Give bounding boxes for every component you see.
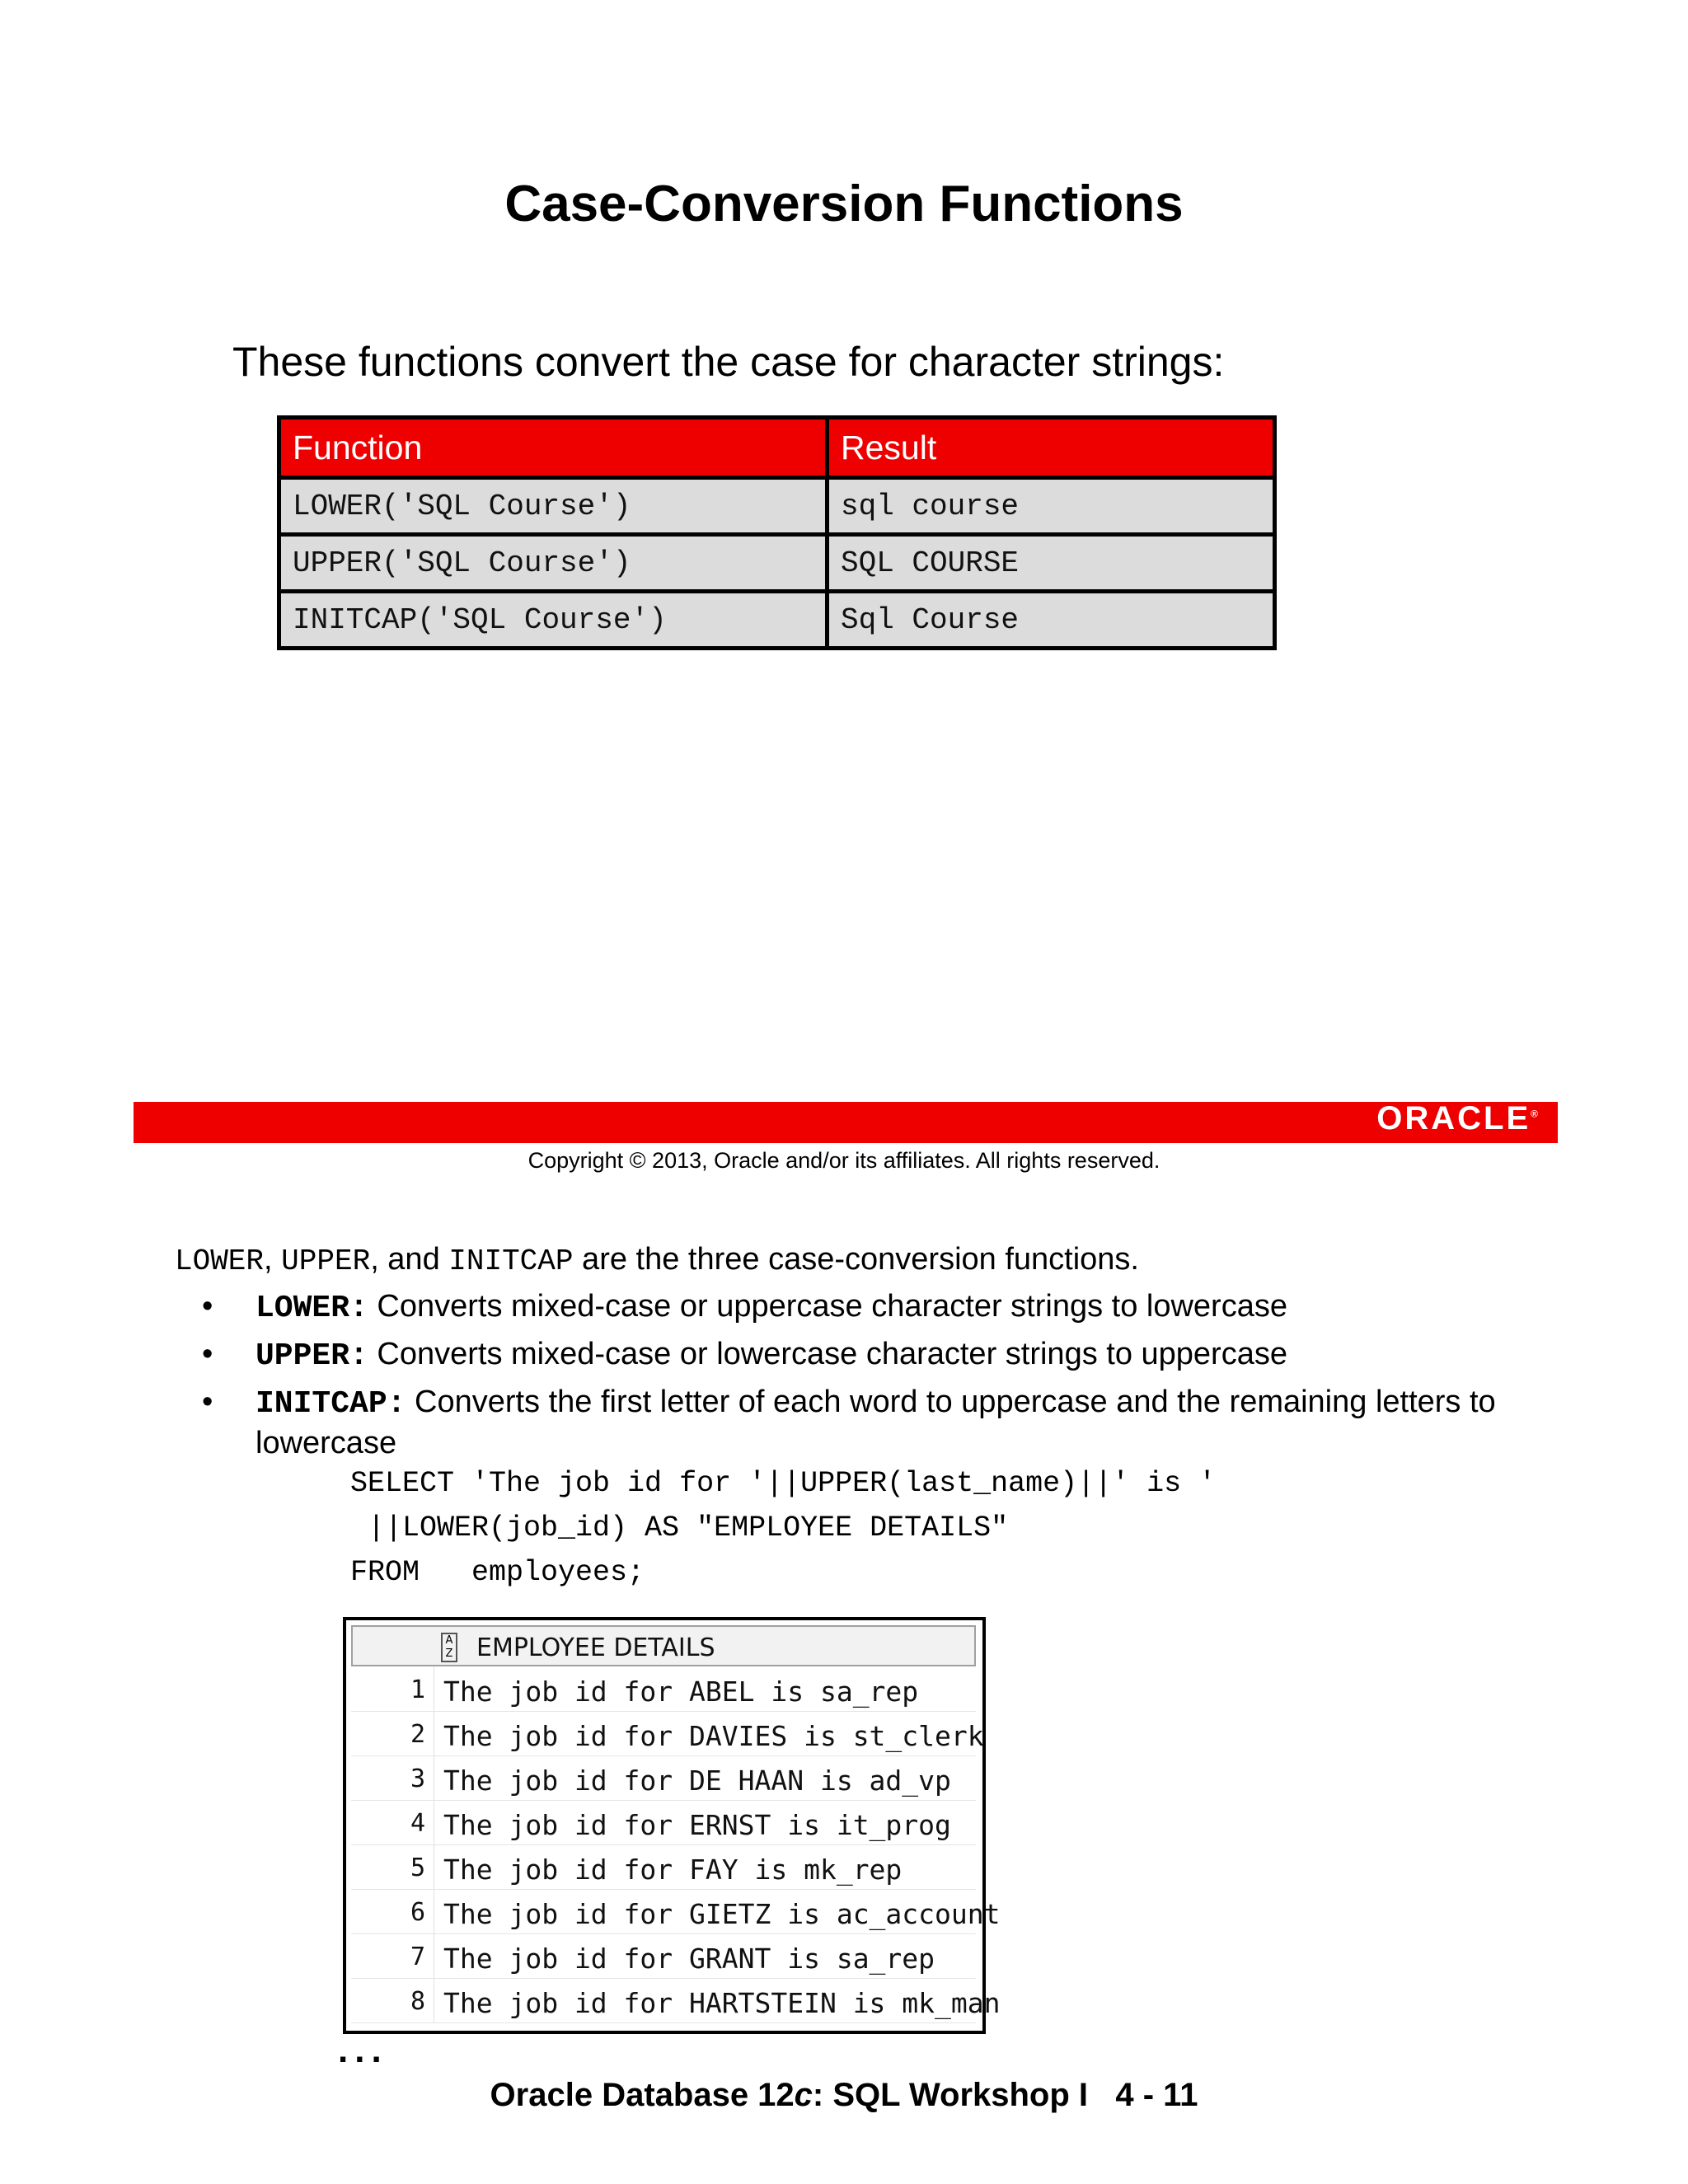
notes-intro — [175, 1240, 1139, 1280]
row-value: The job id for ABEL is sa_rep — [443, 1675, 919, 1708]
table-row[interactable] — [351, 1934, 976, 1979]
intro-separator: , and — [370, 1242, 449, 1277]
table-row[interactable] — [351, 1890, 1001, 1934]
table-cell: Sql Course — [829, 593, 1273, 646]
row-number: 2 — [410, 1720, 425, 1749]
query-result-grid — [343, 1617, 1001, 2034]
bullet-dot-icon: • — [202, 1337, 213, 1371]
table-row[interactable] — [351, 1667, 976, 1712]
bullet-text: Converts mixed-case or uppercase character strings to lowercase — [368, 1289, 1287, 1324]
table-row[interactable] — [351, 1979, 1001, 2023]
table-row[interactable] — [351, 1801, 976, 1845]
bullet-keyword: UPPER: — [256, 1338, 368, 1374]
table-cell: LOWER('SQL Course') — [281, 480, 825, 532]
row-number: 4 — [410, 1809, 425, 1838]
sort-az-icon[interactable]: A Z — [441, 1633, 457, 1662]
table-cell: INITCAP('SQL Course') — [281, 593, 825, 646]
code-line: SELECT 'The job id for '||UPPER(last_name)||' is ' — [350, 1467, 1217, 1500]
bullet-item — [256, 1383, 1541, 1463]
bullet-keyword: LOWER: — [256, 1291, 368, 1326]
row-value: The job id for FAY is mk_rep — [443, 1854, 903, 1886]
table-header-result: Result — [829, 419, 1273, 476]
row-number: 3 — [410, 1765, 425, 1793]
table-row[interactable] — [351, 1756, 976, 1801]
inline-code-lower: LOWER — [175, 1244, 265, 1278]
grid-column-header[interactable] — [351, 1625, 976, 1666]
row-number: 5 — [410, 1854, 425, 1882]
code-line: FROM employees; — [350, 1556, 645, 1589]
copyright-notice: Copyright © 2013, Oracle and/or its affiliates. All rights reserved. — [528, 1148, 1160, 1173]
bullet-item — [256, 1287, 1541, 1329]
bullet-keyword: INITCAP: — [256, 1386, 406, 1422]
bullet-item — [256, 1335, 1541, 1376]
row-number: 7 — [410, 1943, 425, 1971]
row-value: The job id for GRANT is sa_rep — [443, 1943, 935, 1975]
inline-code-initcap: INITCAP — [448, 1244, 574, 1278]
row-number: 6 — [410, 1898, 425, 1927]
code-line: ||LOWER(job_id) AS "EMPLOYEE DETAILS" — [350, 1511, 1009, 1544]
table-header-function: Function — [281, 419, 825, 476]
ellipsis: ... — [338, 2030, 388, 2070]
bullet-dot-icon: • — [202, 1385, 213, 1419]
row-value: The job id for DE HAAN is ad_vp — [443, 1765, 951, 1797]
function-table — [277, 415, 1277, 650]
table-cell: UPPER('SQL Course') — [281, 537, 825, 589]
page-footer — [0, 2077, 1688, 2114]
footer-suffix: : SQL Workshop I 4 - 11 — [812, 2077, 1198, 2113]
row-number: 8 — [410, 1987, 425, 2016]
slide-title: Case-Conversion Functions — [504, 176, 1184, 232]
table-row[interactable] — [351, 1845, 976, 1890]
row-value: The job id for ERNST is it_prog — [443, 1809, 951, 1841]
footer-italic: c — [794, 2077, 813, 2113]
bullet-text: Converts the first letter of each word to uppercase and the remaining letters to lowercase — [256, 1385, 1496, 1460]
bullet-text: Converts mixed-case or lowercase character strings to uppercase — [368, 1337, 1287, 1371]
oracle-logo: ORACLE® — [1376, 1100, 1538, 1137]
table-cell: sql course — [829, 480, 1273, 532]
row-number: 1 — [410, 1675, 425, 1704]
oracle-logo-text: ORACLE — [1376, 1100, 1531, 1137]
grid-column-header-label: EMPLOYEE DETAILS — [476, 1633, 715, 1662]
row-value: The job id for HARTSTEIN is mk_man — [443, 1987, 1001, 2019]
intro-rest: are the three case-conversion functions. — [573, 1242, 1139, 1277]
footer-prefix: Oracle Database 12 — [490, 2077, 795, 2113]
row-value: The job id for GIETZ is ac_account — [443, 1898, 1001, 1930]
table-row[interactable] — [351, 1712, 984, 1756]
table-cell: SQL COURSE — [829, 537, 1273, 589]
row-value: The job id for DAVIES is st_clerk — [443, 1720, 984, 1752]
bullet-dot-icon: • — [202, 1289, 213, 1324]
inline-code-upper: UPPER — [281, 1244, 371, 1278]
intro-separator: , — [264, 1242, 282, 1277]
slide-intro: These functions convert the case for character strings: — [232, 339, 1225, 385]
oracle-red-band — [134, 1102, 1558, 1143]
